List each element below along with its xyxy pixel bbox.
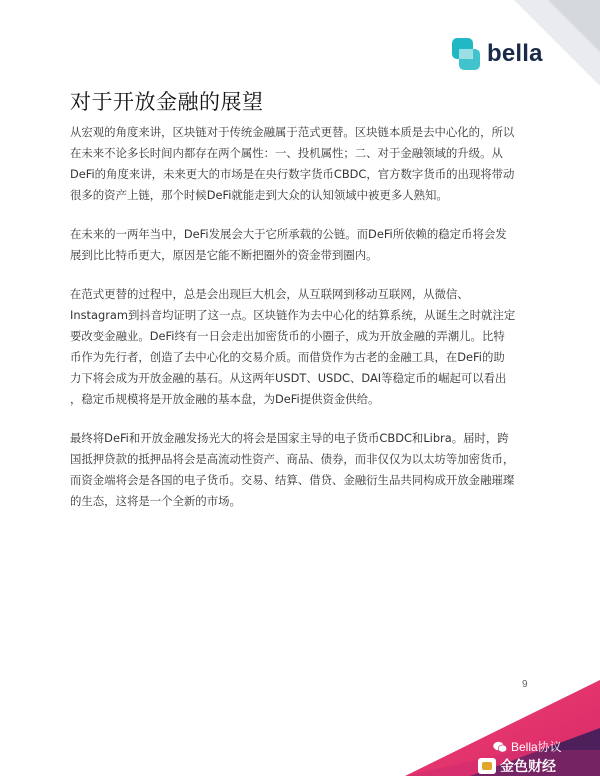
paragraph-1: 从宏观的角度来讲，区块链对于传统金融属于范式更替。区块链本质是去中心化的，所以 在未来不论多长时间内都存在两个属性：一、投机属性；二、对于金融领域的升级。从 DeFi的角度来讲，未来更大的市场是在央行数字货币CBDC，官方数字货币的出现将带动 很多的资产上链，那个时候DeFi就能走到大众的认知领域中被更多人熟知。 — [70, 125, 515, 202]
paragraph-2: 在未来的一两年当中，DeFi发展会大于它所承载的公链。而DeFi所依赖的稳定币将会发 展到比比特币更大，原因是它能不断把圈外的资金带到圈内。 — [70, 227, 507, 262]
jinse-logo-icon — [478, 758, 496, 774]
wechat-watermark — [493, 738, 562, 755]
source-watermark — [478, 756, 556, 776]
source-name: 金色财经 — [500, 759, 556, 775]
page-title: 对于开放金融的展望 — [70, 90, 264, 114]
brand-name: bella — [487, 40, 543, 67]
brand-logo — [452, 38, 543, 70]
paragraph-4: 最终将DeFi和开放金融发扬光大的将会是国家主导的电子货币CBDC和Libra。届时，跨 国抵押贷款的抵押品将会是高流动性资产、商品、债券，而非仅仅为以太坊等加密货币， 而资金端将会是各国的电子货币。交易、结算、借贷、金融衍生品共同构成开放金融璀璨 的生态，这将是一个全新的市场。 — [70, 431, 515, 508]
bella-logo-icon — [452, 38, 480, 70]
wechat-icon — [493, 741, 507, 753]
body-text — [70, 122, 532, 530]
paragraph-3: 在范式更替的过程中，总是会出现巨大机会，从互联网到移动互联网，从微信、 Instagram到抖音均证明了这一点。区块链作为去中心化的结算系统，从诞生之时就注定 要改变金融业。DeFi终有一日会走出加密货币的小圈子，成为开放金融的弄潮儿。比特 币作为先行者，创造了去中心化的交易介质。而借贷作为古老的金融工具，在DeFi的助 力下将会成为开放金融的基石。从这两年USDT、USDC、DAI等稳定币的崛起可以看出 ，稳定币规模将是开放金融的基本盘，为DeFi提供资金供给。 — [70, 287, 516, 406]
wechat-account-name: Bella协议 — [511, 740, 562, 754]
page-number: 9 — [522, 679, 528, 690]
